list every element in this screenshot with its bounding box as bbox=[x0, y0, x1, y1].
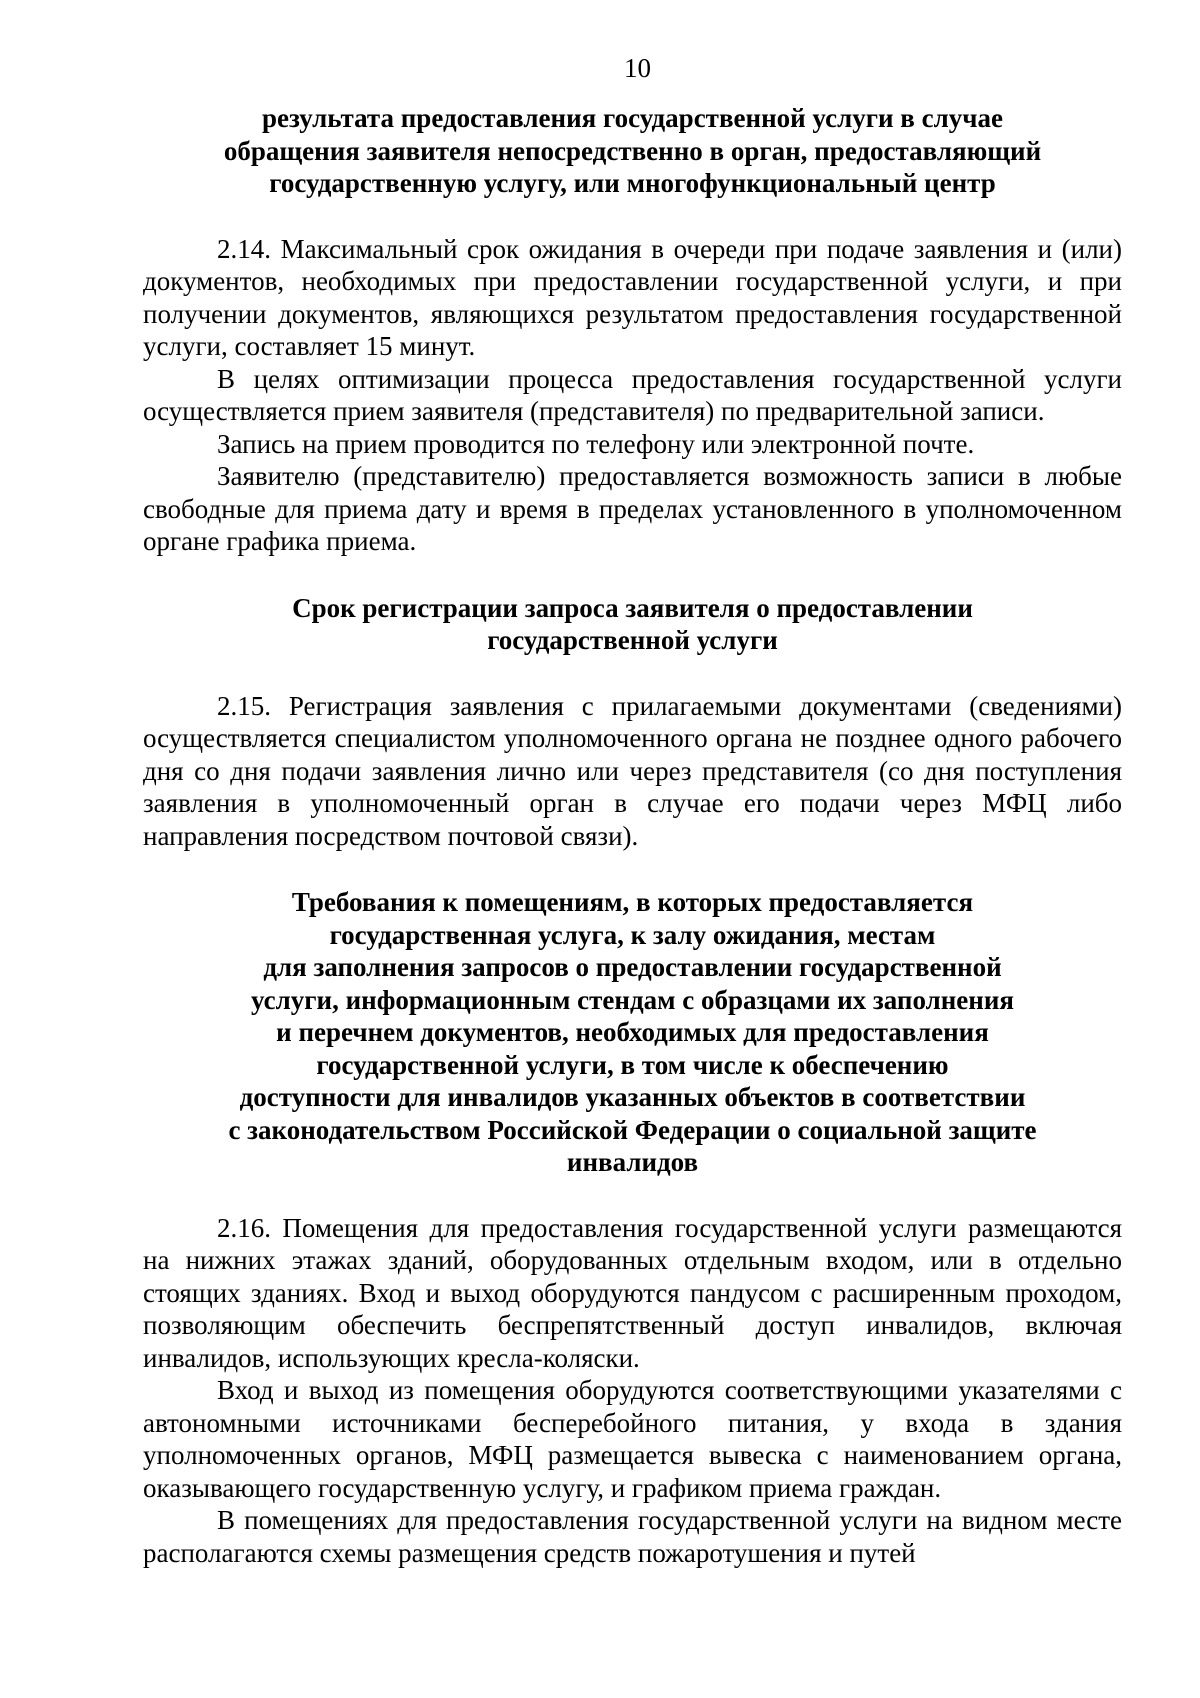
paragraph-2-16: 2.16. Помещения для предоставления государственной услуги размещаются на нижних этажах зданий, оборудованных отдельным входом, или в отдельно стоящих зданиях. Вход и выход оборудуются пандусом с расширенным проходом, позволяющим обеспечить беспрепятственный доступ инвалидов, включая инвалидов, использующих кресла-коляски. bbox=[143, 1212, 1122, 1373]
spacer bbox=[143, 558, 1122, 592]
heading-line: и перечнем документов, необходимых для предоставления bbox=[276, 1017, 989, 1047]
section-heading-registration-term bbox=[143, 592, 1122, 657]
spacer bbox=[143, 200, 1122, 233]
paragraph-2-16-evacuation-schemes: В помещениях для предоставления государственной услуги на видном месте располагаются схемы размещения средств пожаротушения и путей bbox=[143, 1505, 1122, 1568]
heading-line: государственной услуги bbox=[487, 625, 778, 655]
heading-line: доступности для инвалидов указанных объектов в соответствии bbox=[239, 1082, 1026, 1112]
heading-line: результата предоставления государственной услуги в случае bbox=[262, 103, 1003, 133]
paragraph-2-16-entrance-signage: Вход и выход из помещения оборудуются соответствующими указателями с автономными источниками бесперебойного питания, у входа в здания уполномоченных органов, МФЦ размещается вывеска с наименованием органа, оказывающего государственную услугу, и графиком приема граждан. bbox=[143, 1375, 1122, 1503]
heading-line: с законодательством Российской Федерации о социальной защите bbox=[228, 1114, 1037, 1145]
heading-line: государственной услуги, в том числе к обеспечению bbox=[316, 1049, 949, 1080]
document-page bbox=[143, 48, 1122, 1569]
heading-line: государственная услуга, к залу ожидания, местам bbox=[329, 919, 936, 950]
heading-line: инвалидов bbox=[566, 1147, 699, 1177]
paragraph-2-14-booking-method: Запись на прием проводится по телефону или электронной почте. bbox=[217, 428, 975, 459]
heading-line: государственную услугу, или многофункциональный центр bbox=[269, 168, 996, 198]
heading-line: Требования к помещениям, в которых предоставляется bbox=[291, 887, 974, 917]
spacer bbox=[143, 657, 1122, 690]
paragraph-2-14: 2.14. Максимальный срок ожидания в очереди при подаче заявления и (или) документов, необходимых при предоставлении государственной услуги, и при получении документов, являющихся результатом предоставления государственной услуги, составляет 15 минут. bbox=[143, 233, 1122, 361]
section-heading-result-waiting bbox=[143, 102, 1122, 200]
page-number: 10 bbox=[624, 53, 651, 83]
heading-line: Срок регистрации запроса заявителя о предоставлении bbox=[292, 592, 973, 623]
spacer bbox=[143, 1179, 1122, 1212]
heading-line: для заполнения запросов о предоставлении государственной bbox=[263, 952, 1002, 982]
paragraph-2-15: 2.15. Регистрация заявления с прилагаемыми документами (сведениями) осуществляется специалистом уполномоченного органа не позднее одного рабочего дня со дня подачи заявления лично или через представителя (со дня поступления заявления в уполномоченный орган в случае его подачи через МФЦ либо направления посредством почтовой связи). bbox=[143, 690, 1122, 851]
spacer bbox=[143, 852, 1122, 886]
paragraph-2-14-booking-option: Заявителю (представителю) предоставляется возможность записи в любые свободные для приема дату и время в пределах установленного в уполномоченном органе графика приема. bbox=[143, 461, 1122, 556]
heading-line: обращения заявителя непосредственно в орган, предоставляющий bbox=[223, 135, 1042, 166]
heading-line: услуги, информационным стендам с образцами их заполнения bbox=[250, 984, 1015, 1015]
section-heading-premises-requirements bbox=[143, 886, 1122, 1179]
paragraph-2-14-appointment: В целях оптимизации процесса предоставления государственной услуги осуществляется прием заявителя (представителя) по предварительной записи. bbox=[143, 363, 1122, 426]
